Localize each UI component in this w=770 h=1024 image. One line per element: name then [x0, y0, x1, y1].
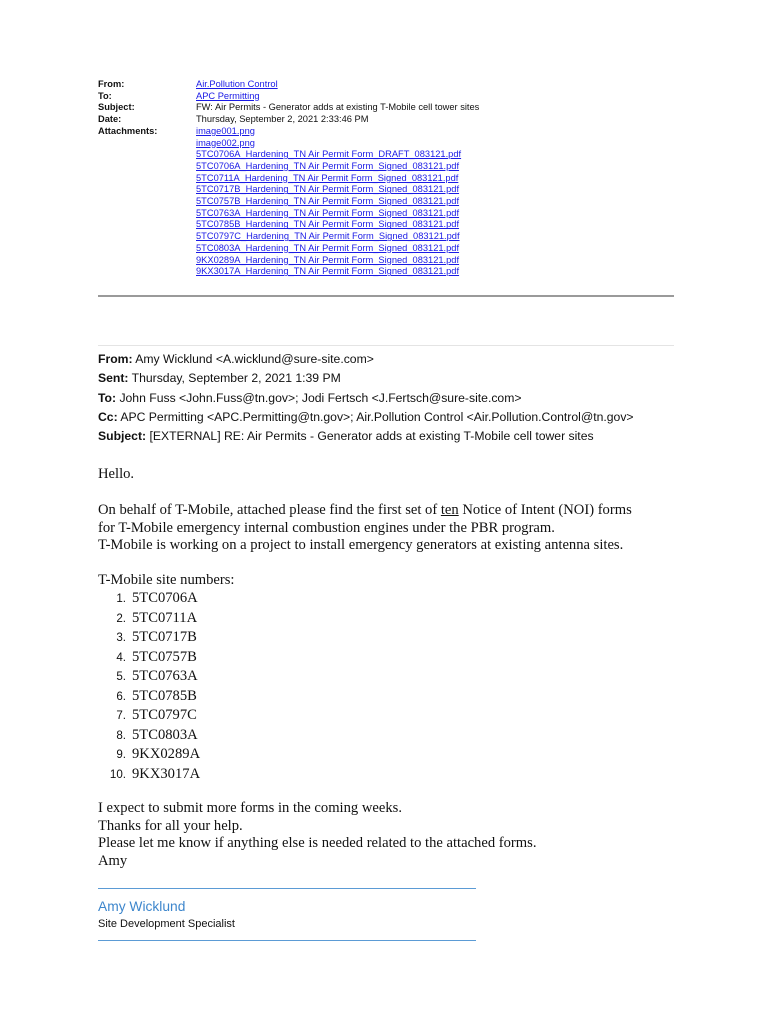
attachment-link[interactable]: 5TC0763A_Hardening_TN Air Permit Form_Signed_083121.pdf	[196, 207, 460, 218]
date-value: Thursday, September 2, 2021 2:33:46 PM	[196, 114, 369, 125]
list-number: 9.	[116, 748, 126, 762]
list-item	[98, 609, 200, 629]
closing-line-4: Amy	[98, 852, 128, 869]
site-number: 5TC0763A	[132, 668, 198, 685]
closing-paragraph	[98, 800, 536, 870]
attachment-link[interactable]: 9KX0289A_Hardening_TN Air Permit Form_Signed_083121.pdf	[196, 254, 460, 265]
closing-line-3: Please let me know if anything else is needed related to the attached forms.	[98, 835, 537, 852]
intro-text-before: On behalf of T-Mobile, attached please find the first set of	[98, 502, 441, 518]
attachment-link[interactable]: 5TC0706A_Hardening_TN Air Permit Form_DRAFT_083121.pdf	[196, 149, 462, 160]
forwarded-to-row	[98, 91, 479, 103]
original-cc-value: APC Permitting <APC.Permitting@tn.gov>; Air.Pollution Control <Air.Pollution.Control@tn.gov>	[120, 409, 634, 424]
original-from-value: Amy Wicklund <A.wicklund@sure-site.com>	[135, 352, 374, 366]
forwarded-from-row	[98, 79, 479, 91]
intro-text-after: Notice of Intent (NOI) forms	[458, 502, 632, 518]
list-number: 3.	[116, 631, 126, 645]
list-number: 7.	[116, 709, 126, 723]
list-item	[98, 765, 200, 785]
message-divider	[98, 345, 674, 346]
original-sent-label: Sent:	[98, 371, 129, 386]
attachment-link[interactable]: 5TC0711A_Hardening_TN Air Permit Form_Signed_083121.pdf	[196, 172, 459, 183]
signature-name: Amy Wicklund	[98, 899, 186, 914]
header-divider	[98, 295, 674, 297]
site-number: 5TC0711A	[132, 609, 198, 626]
closing-line-1: I expect to submit more forms in the coming weeks.	[98, 800, 402, 816]
attachment-link[interactable]: 9KX3017A_Hardening_TN Air Permit Form_Signed_083121.pdf	[196, 266, 460, 277]
list-item	[98, 648, 200, 668]
list-item	[98, 745, 200, 765]
original-to-row	[98, 389, 634, 408]
attachment-list	[196, 126, 461, 278]
attachment-link[interactable]: 5TC0757B_Hardening_TN Air Permit Form_Signed_083121.pdf	[196, 196, 460, 207]
site-number: 9KX0289A	[132, 746, 201, 763]
list-item	[98, 706, 200, 726]
list-number: 8.	[116, 728, 126, 742]
sites-title: T-Mobile site numbers:	[98, 572, 235, 588]
list-item	[98, 726, 200, 746]
original-from-row	[98, 350, 634, 369]
ten-emphasis: ten	[440, 502, 459, 518]
date-label: Date:	[98, 114, 122, 125]
intro-paragraph	[98, 502, 632, 555]
original-cc-row	[98, 408, 634, 427]
to-label: To:	[98, 90, 112, 101]
list-number: 10.	[109, 767, 126, 781]
attachment-link[interactable]: 5TC0797C_Hardening_TN Air Permit Form_Signed_083121.pdf	[196, 231, 460, 242]
from-label: From:	[98, 79, 125, 89]
signature-top-rule	[98, 888, 476, 889]
attachment-link[interactable]: 5TC0803A_Hardening_TN Air Permit Form_Signed_083121.pdf	[196, 242, 460, 253]
site-number: 5TC0706A	[132, 590, 198, 607]
attachment-link[interactable]: image002.png	[196, 137, 255, 148]
signature-title: Site Development Specialist	[98, 918, 235, 930]
attachments-label: Attachments:	[98, 125, 158, 136]
list-number: 4.	[116, 650, 126, 664]
original-cc-label: Cc:	[98, 409, 118, 424]
list-item	[98, 667, 200, 687]
original-message-header	[98, 350, 634, 446]
intro-line-2: for T-Mobile emergency internal combustion engines under the PBR program.	[98, 519, 555, 536]
list-item	[98, 628, 200, 648]
signature-bottom-rule	[98, 940, 476, 941]
forwarded-attachments-row	[98, 126, 479, 278]
original-subject-row	[98, 427, 634, 446]
original-subject-value: [EXTERNAL] RE: Air Permits - Generator adds at existing T-Mobile cell tower sites	[149, 429, 594, 444]
list-number: 1.	[116, 592, 126, 606]
attachment-link[interactable]: 5TC0706A_Hardening_TN Air Permit Form_Signed_083121.pdf	[196, 160, 460, 171]
site-number: 5TC0717B	[132, 629, 197, 646]
attachment-link[interactable]: image001.png	[196, 125, 255, 136]
original-subject-label: Subject:	[98, 429, 147, 444]
original-from-label: From:	[98, 352, 133, 366]
original-sent-value: Thursday, September 2, 2021 1:39 PM	[131, 371, 341, 386]
original-to-label: To:	[98, 390, 117, 405]
intro-line-3: T-Mobile is working on a project to install emergency generators at existing antenna sites.	[98, 537, 624, 554]
to-link[interactable]: APC Permitting	[196, 90, 260, 101]
list-number: 6.	[116, 689, 126, 703]
intro-line-1	[98, 502, 632, 520]
list-number: 5.	[116, 670, 126, 684]
list-number: 2.	[116, 611, 126, 625]
subject-value: FW: Air Permits - Generator adds at existing T-Mobile cell tower sites	[196, 102, 480, 113]
site-list	[98, 589, 200, 784]
site-number: 5TC0803A	[132, 726, 198, 743]
site-number: 5TC0797C	[132, 707, 197, 724]
forwarded-subject-row	[98, 102, 479, 114]
original-to-value: John Fuss <John.Fuss@tn.gov>; Jodi Fertsch <J.Fertsch@sure-site.com>	[119, 390, 522, 405]
attachment-link[interactable]: 5TC0785B_Hardening_TN Air Permit Form_Signed_083121.pdf	[196, 219, 460, 230]
attachment-link[interactable]: 5TC0717B_Hardening_TN Air Permit Form_Signed_083121.pdf	[196, 184, 460, 195]
forwarded-header	[98, 79, 479, 278]
subject-label: Subject:	[98, 102, 135, 113]
site-number: 5TC0757B	[132, 648, 197, 665]
list-item	[98, 687, 200, 707]
greeting: Hello.	[98, 466, 135, 482]
closing-line-2: Thanks for all your help.	[98, 817, 243, 834]
original-sent-row	[98, 369, 634, 388]
list-item	[98, 589, 200, 609]
site-number: 9KX3017A	[132, 765, 201, 782]
from-link[interactable]: Air.Pollution Control	[196, 79, 278, 89]
site-number: 5TC0785B	[132, 687, 197, 704]
forwarded-date-row	[98, 114, 479, 126]
